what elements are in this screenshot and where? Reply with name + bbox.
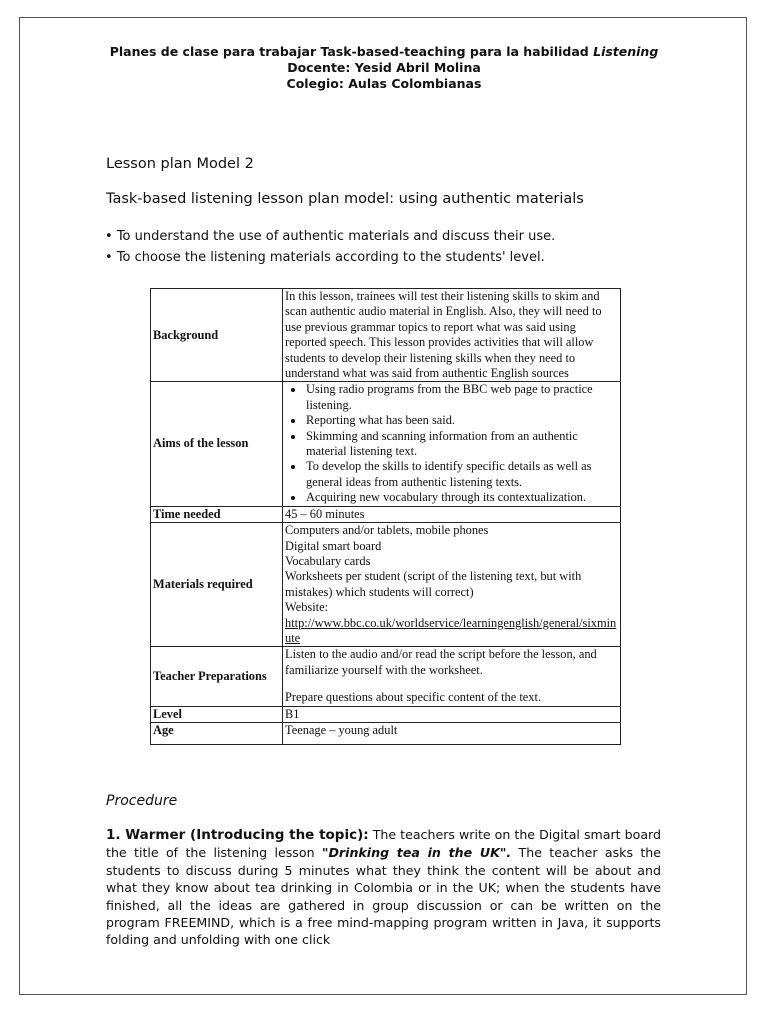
table-row-background [151, 289, 621, 382]
level-label: Level [151, 706, 283, 722]
preparation-line: Listen to the audio and/or read the script before the lesson, and familiarize yourself with the worksheet. [285, 647, 597, 677]
warmer-paragraph [106, 826, 661, 949]
aim-item: • Acquiring new vocabulary through its contextualization. [305, 490, 618, 505]
material-line: Digital smart board [285, 538, 382, 553]
age-value: Teenage – young adult [283, 722, 621, 744]
document-header [0, 44, 768, 92]
aim-item: • Skimming and scanning information from an authentic material listening text. [305, 429, 618, 460]
preparation-line: Prepare questions about specific content of the text. [285, 690, 541, 705]
materials-cell [283, 523, 621, 647]
table-row-aims [151, 382, 621, 506]
aim-item: • To develop the skills to identify specific details as well as general ideas from authentic listening texts. [305, 459, 618, 490]
objective-item: • To understand the use of authentic materials and discuss their use. [105, 226, 555, 247]
table-row-level [151, 706, 621, 722]
warmer-text: The teacher asks the students to discuss during 5 minutes what they think the content will be about and what they know about tea drinking in Colombia or in the UK; when the students have finished, all the ideas are gathered in group discussion or can be written on the program FREEMIND, which is a free mind-mapping program written in Java, it supports folding and unfolding with one click [106, 845, 662, 948]
material-line: Worksheets per student (script of the listening text, but with mistakes) which students will correct) [285, 569, 582, 599]
table-row-preparations [151, 647, 621, 706]
level-value: B1 [283, 706, 621, 722]
age-label: Age [151, 722, 283, 744]
lesson-plan-table [150, 288, 621, 745]
procedure-heading: Procedure [106, 793, 178, 809]
background-label: Background [151, 289, 283, 382]
task-heading: Task-based listening lesson plan model: using authentic materials [106, 191, 584, 207]
aims-label: Aims of the lesson [151, 382, 283, 506]
material-line: Website: [285, 600, 329, 615]
material-line: Computers and/or tablets, mobile phones [285, 523, 489, 538]
objective-item: • To choose the listening materials according to the students' level. [105, 247, 555, 268]
bbc-link[interactable]: http://www.bbc.co.uk/worldservice/learningenglish/general/sixminute [285, 615, 617, 645]
warmer-title: 1. Warmer (Introducing the topic): [106, 827, 369, 843]
spacer [285, 678, 618, 690]
header-teacher: Docente: Yesid Abril Molina [287, 60, 481, 75]
warmer-text: The teachers write on the Digital smart board the title of the listening lesson [106, 827, 662, 861]
preparations-cell [283, 647, 621, 706]
lesson-plan-heading: Lesson plan Model 2 [106, 156, 254, 172]
aim-item: • Using radio programs from the BBC web page to practice listening. [305, 382, 618, 413]
background-text: In this lesson, trainees will test their listening skills to skim and scan authentic audio material in English. Also, they will need to use previous grammar topics to report what was said using reported speech. This lesson provides activities that will allow students to develop their listening skills when they need to understand what was said from authentic English sources [283, 289, 621, 382]
table-row-materials [151, 523, 621, 647]
aims-list [285, 382, 618, 505]
time-value: 45 – 60 minutes [283, 506, 621, 522]
materials-label: Materials required [151, 523, 283, 647]
aims-cell [283, 382, 621, 506]
time-label: Time needed [151, 506, 283, 522]
table-row-time [151, 506, 621, 522]
objectives-list [105, 226, 555, 268]
header-title: Planes de clase para trabajar Task-based-teaching para la habilidad Listening [109, 44, 659, 59]
preparations-label: Teacher Preparations [151, 647, 283, 706]
table-row-age [151, 722, 621, 744]
header-school: Colegio: Aulas Colombianas [286, 76, 482, 91]
aim-item: • Reporting what has been said. [305, 413, 618, 428]
lesson-title: "Drinking tea in the UK". [321, 845, 512, 861]
material-line: Vocabulary cards [285, 553, 371, 568]
